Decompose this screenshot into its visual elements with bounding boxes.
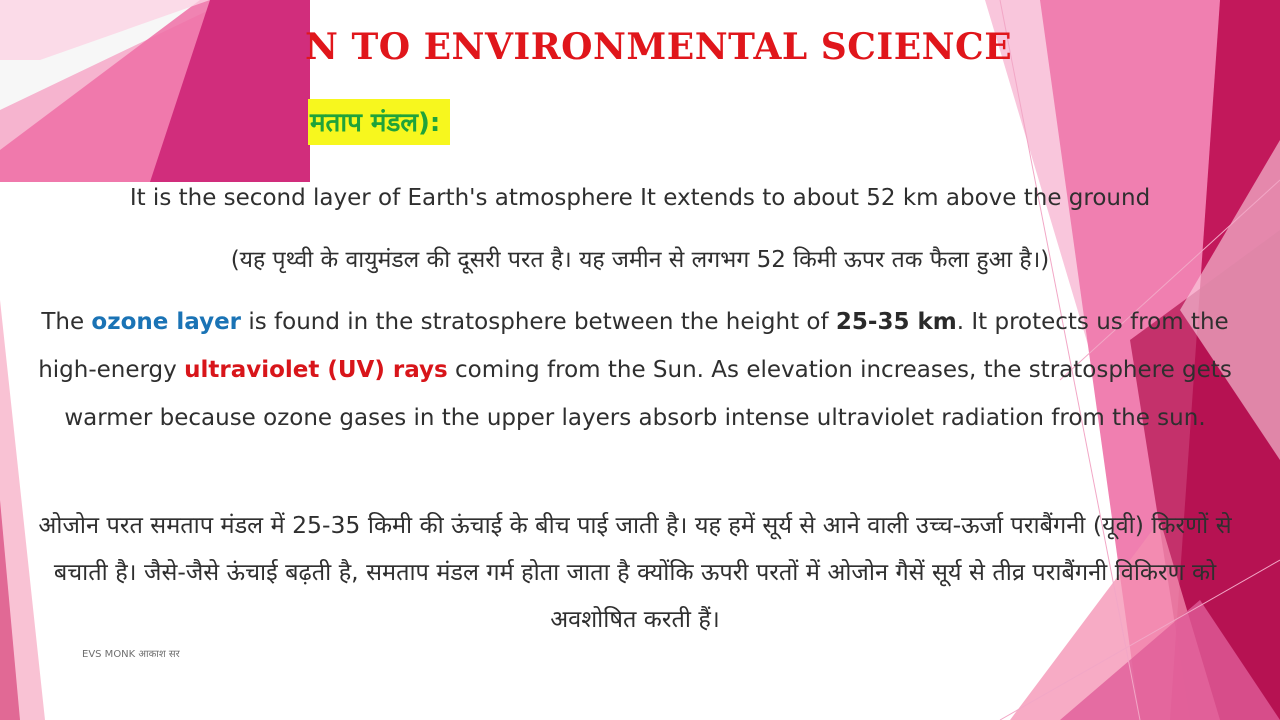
ozone-paragraph-english bbox=[30, 298, 1240, 442]
ozone-layer-highlight: ozone layer bbox=[91, 309, 242, 335]
text-run: . It protects us from the high-energy bbox=[38, 309, 1229, 383]
ozone-paragraph-hindi: ओजोन परत समताप मंडल में 25-35 किमी की ऊंचाई के बीच पाई जाती है। यह हमें सूर्य से आने वाली उच्च-ऊर्जा पराबैंगनी (यूवी) किरणों से बचाती है। जैसे-जैसे ऊंचाई बढ़ती है, समताप मंडल गर्म होता जाता है क्योंकि ऊपरी परतों में ओजोन गैसें सूर्य से तीव्र पराबैंगनी विकिरण को अवशोषित करती हैं। bbox=[38, 511, 1232, 633]
channel-watermark: EVS MONK आकाश सर bbox=[82, 649, 180, 660]
stratosphere-definition-hindi: (यह पृथ्वी के वायुमंडल की दूसरी परत है। यह जमीन से लगभग 52 किमी ऊपर तक फैला हुआ है।) bbox=[230, 247, 1050, 273]
height-highlight: 25-35 km bbox=[835, 309, 957, 335]
text-run: The bbox=[41, 309, 92, 335]
uv-rays-highlight: ultraviolet (UV) rays bbox=[184, 357, 448, 383]
stratosphere-definition-english: It is the second layer of Earth's atmosphere It extends to about 52 km above the ground bbox=[129, 185, 1151, 211]
text-run: is found in the stratosphere between the height of bbox=[241, 309, 836, 335]
slide-title: N TO ENVIRONMENTAL SCIENCE bbox=[305, 26, 1013, 68]
text-run: coming from the Sun. As elevation increases, the stratosphere gets warmer because ozone gases in the upper layers absorb intense ultraviolet radiation from the sun. bbox=[64, 357, 1232, 431]
slide-subtitle: मताप मंडल): bbox=[308, 99, 450, 145]
